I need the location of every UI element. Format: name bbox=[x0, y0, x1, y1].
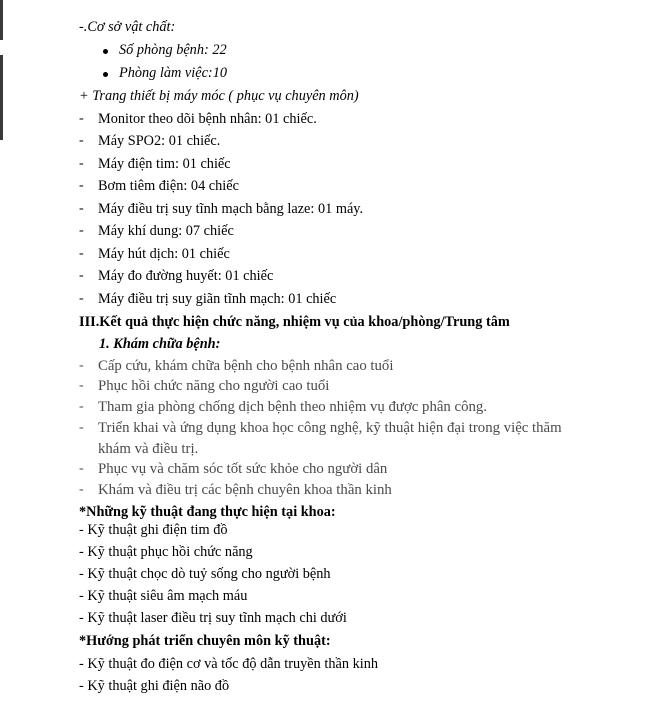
technique-item: - Kỹ thuật laser điều trị suy tĩnh mạch chi dưới bbox=[79, 610, 347, 626]
technique-item: - Kỹ thuật chọc dò tuỷ sống cho người bệnh bbox=[79, 566, 331, 582]
equipment-item: Máy hút dịch: 01 chiếc bbox=[98, 246, 230, 262]
dash-marker: - bbox=[79, 111, 84, 126]
dash-marker: - bbox=[79, 291, 84, 306]
task-item-continuation: khám và điều trị. bbox=[98, 441, 199, 457]
task-item: Cấp cứu, khám chữa bệnh cho bệnh nhân cao tuổi bbox=[98, 358, 394, 374]
task-item: Triển khai và ứng dụng khoa học công nghệ, kỹ thuật hiện đại trong việc thăm bbox=[98, 420, 562, 436]
dash-marker: - bbox=[79, 399, 84, 414]
dash-marker: - bbox=[79, 201, 84, 216]
equipment-item: Máy SPO2: 01 chiếc. bbox=[98, 133, 221, 149]
page-edge-mark bbox=[0, 0, 3, 40]
equipment-item: Máy điều trị suy tĩnh mạch bằng laze: 01 máy. bbox=[98, 201, 364, 217]
task-item: Phục vụ và chăm sóc tốt sức khỏe cho người dân bbox=[98, 461, 388, 477]
development-item: - Kỹ thuật đo điện cơ và tốc độ dẫn truyền thần kinh bbox=[79, 656, 378, 672]
dash-marker: - bbox=[79, 156, 84, 171]
sub-heading: 1. Khám chữa bệnh: bbox=[99, 336, 221, 352]
dash-marker: - bbox=[79, 420, 84, 435]
bullet-icon bbox=[103, 49, 108, 54]
equipment-item: Máy điều trị suy giãn tĩnh mạch: 01 chiếc bbox=[98, 291, 337, 307]
section-title: III.Kết quả thực hiện chức năng, nhiệm vụ của khoa/phòng/Trung tâm bbox=[79, 314, 510, 330]
facility-item: Phòng làm việc:10 bbox=[119, 65, 227, 81]
dash-marker: - bbox=[79, 223, 84, 238]
task-item: Khám và điều trị các bệnh chuyên khoa thần kinh bbox=[98, 482, 392, 498]
dash-marker: - bbox=[79, 246, 84, 261]
development-heading: *Hướng phát triển chuyên môn kỹ thuật: bbox=[79, 633, 331, 649]
development-item: - Kỹ thuật ghi điện não đồ bbox=[79, 678, 230, 694]
dash-marker: - bbox=[79, 358, 84, 373]
dash-marker: - bbox=[79, 461, 84, 476]
facility-item: Số phòng bệnh: 22 bbox=[119, 42, 227, 58]
equipment-item: Máy khí dung: 07 chiếc bbox=[98, 223, 234, 239]
equipment-item: Máy đo đường huyết: 01 chiếc bbox=[98, 268, 274, 284]
equipment-heading: + Trang thiết bị máy móc ( phục vụ chuyên môn) bbox=[79, 88, 359, 104]
dash-marker: - bbox=[79, 378, 84, 393]
technique-item: - Kỹ thuật ghi điện tim đồ bbox=[79, 522, 228, 538]
equipment-item: Máy điện tim: 01 chiếc bbox=[98, 156, 231, 172]
dash-marker: - bbox=[79, 482, 84, 497]
task-item: Phục hồi chức năng cho người cao tuổi bbox=[98, 378, 330, 394]
dash-marker: - bbox=[79, 268, 84, 283]
dash-marker: - bbox=[79, 133, 84, 148]
facilities-heading: -.Cơ sở vật chất: bbox=[79, 19, 176, 35]
technique-item: - Kỹ thuật siêu âm mạch máu bbox=[79, 588, 248, 604]
bullet-icon bbox=[103, 72, 108, 77]
task-item: Tham gia phòng chống dịch bệnh theo nhiệm vụ được phân công. bbox=[98, 399, 487, 415]
equipment-item: Bơm tiêm điện: 04 chiếc bbox=[98, 178, 239, 194]
techniques-heading: *Những kỹ thuật đang thực hiện tại khoa: bbox=[79, 504, 336, 520]
equipment-item: Monitor theo dõi bệnh nhân: 01 chiếc. bbox=[98, 111, 317, 127]
page-edge-mark bbox=[0, 55, 3, 140]
dash-marker: - bbox=[79, 178, 84, 193]
technique-item: - Kỹ thuật phục hồi chức năng bbox=[79, 544, 253, 560]
